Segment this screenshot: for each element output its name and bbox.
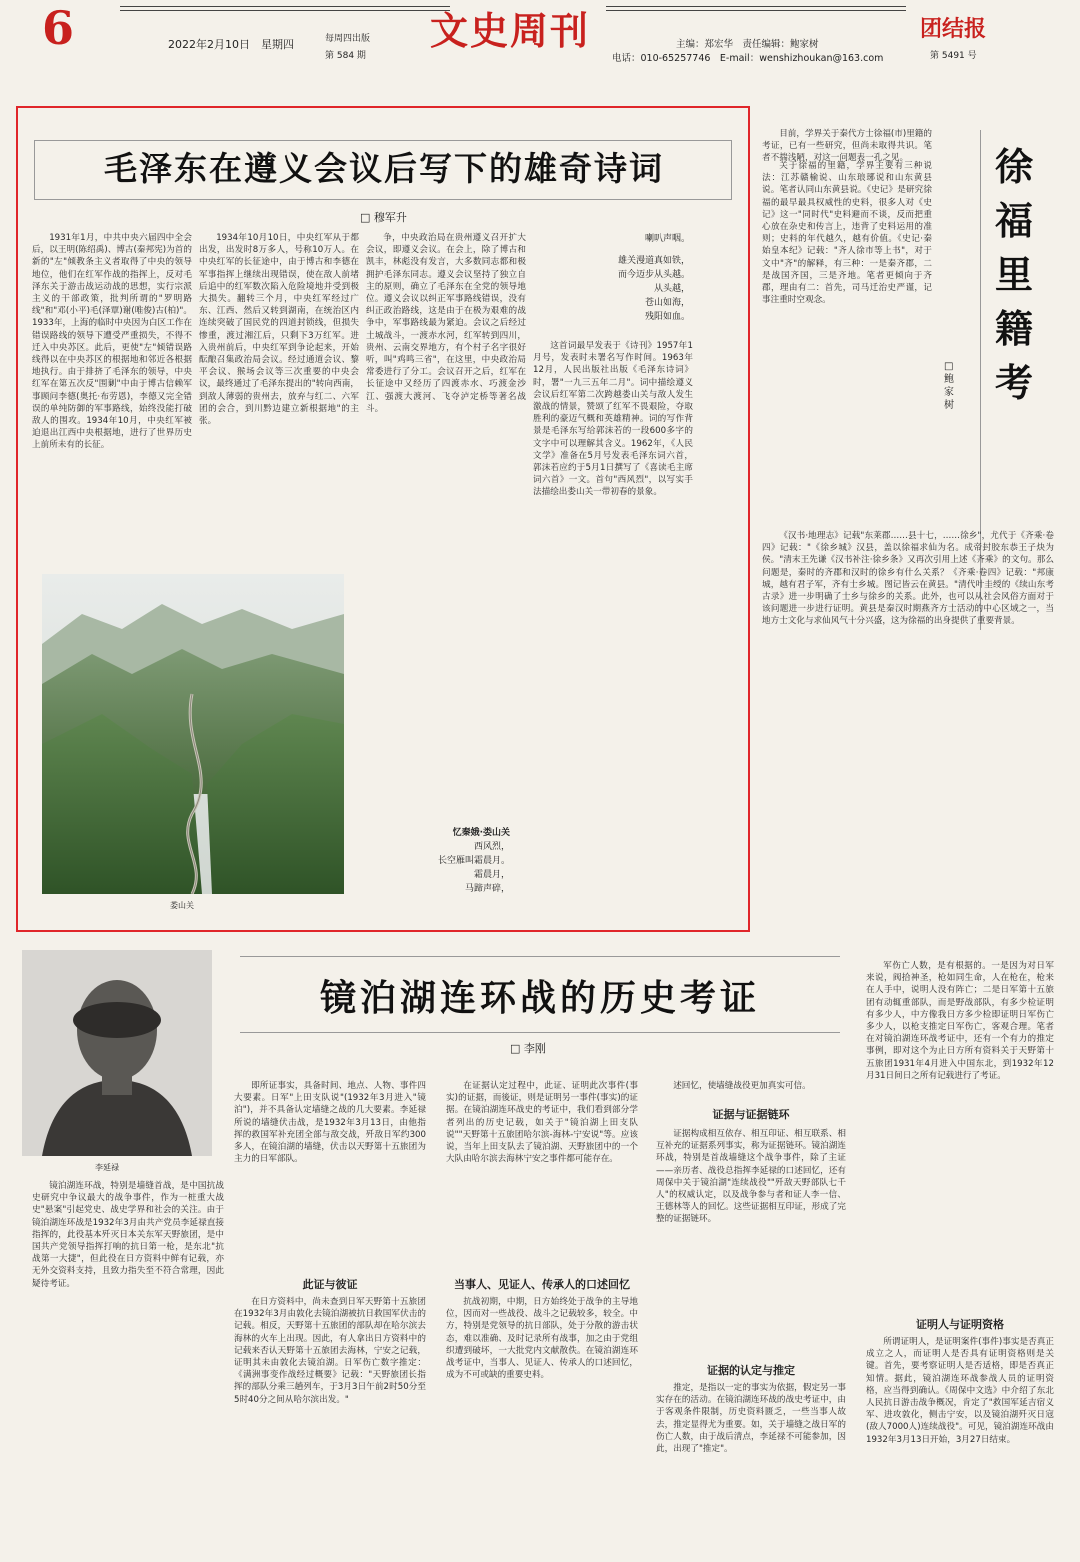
editors: 主编：郑宏华 责任编辑：鲍家树 <box>676 39 819 50</box>
poem-line: 苍山如海， <box>644 298 690 308</box>
poem-line: 而今迈步从头越。 <box>617 270 690 280</box>
masthead-rule <box>120 6 450 7</box>
article-3-column-2: 即所证事实，具备时间、地点、人物、事件四大要素。日军"上田支队说"(1932年3月进入"镜泊")，并不具备认定墙缝之战的几大要素。李延禄所说的墙缝伏击战，是1932年3月13日，由他指挥的救国军补充团全部与敌交战，歼敌日军约300多人，在镜泊湖的墙缝，伏击以天野第十五旅团为主力的日军部队。 <box>234 1081 426 1165</box>
poem-full <box>380 826 510 896</box>
contact-info: 电话：010-65257746 E-mail：wenshizhoukan@163.com <box>612 53 884 64</box>
subheading: 证据的认定与推定 <box>707 1364 795 1377</box>
article-3-title: 镜泊湖连环战的历史考证 <box>319 977 760 1019</box>
article-3-section-5: 所谓证明人，是证明案件(事件)事实是否真正成立之人，而证明人是否具有证明资格则是关键。首先，要考察证明人是否适格，即是否真正知情。据此，镜泊湖连环战参战人员的证明资格，应当得到确认。《周保中文选》中介绍了东北人民抗日游击战争概况，肯定了"救国军延吉宿义军、进攻敦化，侧击宁安，以及镜泊湖歼灭日寇(敌人7000人)连续战役"。可见，镜泊湖连环战由1932年3月13日开始，3月27日结束。 <box>866 1337 1054 1445</box>
subheading: 当事人、见证人、传承人的口述回忆 <box>454 1278 630 1291</box>
article-2-intro: 目前，学界关于秦代方士徐福(市)里籍的考证，已有一些研究，但尚未取得共识。笔者不揣浅陋，对这一问题表一孔之见。 <box>762 129 932 164</box>
subheading: 证明人与证明资格 <box>916 1318 1004 1331</box>
article-2-column-1: 关于徐福的里籍，学界主要有三种说法：江苏赣榆说、山东琅琊说和山东黄县说。笔者认同山东黄县说。《史记》是研究徐福的最早最具权威性的史料，很多人对《史记》这一"同时代"史料避而不谈，反而把重心放在杂史和传言上，违背了史料运用的准则；史料的年代越久，越有价值。《史记·秦始皇本纪》记载："齐人徐市等上书"，对于文中"齐"的解释，有三种：一是秦齐郡，二是战国齐国，三是齐地。笔者更倾向于齐郡，理由有二：首先，司马迁治史严谨，记事注重时空观念。 <box>762 161 932 306</box>
article-1-author: □ 穆军升 <box>360 211 407 224</box>
article-3-column-3: 在证据认定过程中，此证、证明此次事件(事实)的证据，而後证，则是证明另一事件(事实)的证据。在镜泊湖连环战史的考证中，我们看到部分学者列出的历史记载，如关于"镜泊湖上田支队说""天野第十五旅团哈尔滨-海林-宁安说"等。应该说，当年上田支队去了镜泊湖、天野旅团中的一个大队由哈尔滨去海林宁安之事件都可能存在。 <box>446 1081 638 1165</box>
masthead-rule <box>606 10 906 11</box>
publication-frequency: 每周四出版 <box>325 34 371 44</box>
poem-line: 马蹄声碎， <box>464 884 510 894</box>
loushanguan-photo <box>42 574 344 894</box>
article-3-section-3: 抗战初期，中期，日方始终处于战争的主导地位，因而对一些战役、战斗之记载较多，较全。中方，特别是党领导的抗日部队，处于分散的游击状态，难以准确、及时记录所有战事，加之由于党组织遭到破坏，一大批党内文献散佚。在镜泊湖连环战考证中，当事人、见证人、传承人的口述回忆，成为不可或缺的重要史料。 <box>446 1297 638 1381</box>
issue-number: 第 584 期 <box>325 51 366 61</box>
poem-line: 从头越， <box>653 284 690 294</box>
article-3-section-1: 在日方资料中，尚未查到日军天野第十五旅团在1932年3月由敦化去镜泊湖被抗日救国军伏击的记载。相反，天野第十五旅团的部队却在哈尔滨去海林的火车上出现。因此，有人拿出日方资料中的记载来否认天野第十五旅团去海林，宁安之记载，证明其未由敦化去镜泊湖。日军伤亡数字推定：《满洲事变作战经过概要》记载："天野旅团长指挥的部队分乘三趟列车，于3月3日午前2时50分至5时40分之间从哈尔滨出发。" <box>234 1297 426 1405</box>
poem-excerpt <box>540 232 690 324</box>
subheading: 此证与彼证 <box>302 1278 358 1291</box>
issue-date: 2022年2月10日 星期四 <box>168 38 294 51</box>
poem-line: 霜晨月， <box>473 870 510 880</box>
article-3-title-rule <box>240 1032 840 1033</box>
masthead-rule <box>606 6 906 7</box>
article-3-column-4: 述回忆，使墙缝战役更加真实可信。 <box>673 1081 811 1091</box>
portrait-caption: 李延禄 <box>95 1163 119 1172</box>
mountain-landscape-image <box>42 574 344 894</box>
poem-line: 西风烈， <box>473 842 510 852</box>
subheading: 证据与证据链环 <box>712 1108 790 1121</box>
article-1-column-4: 这首词最早发表于《诗刊》1957年1月号，发表时未署名写作时间。1963年12月，人民出版社出版《毛泽东诗词》时，署"一九三五年二月"。词中描绘遵义会议后红军第二次跨越娄山关与敌人发生激战的情景，赞颂了红军不畏艰险，夺取胜利的豪迈气概和英雄精神。词的写作背景是毛泽东写给郭沫若的一段600多字的文字中可以理解其含义。1962年，《人民文学》准备在5月号发表毛泽东词六首，郭沫若应约于5月1日撰写了《喜读毛主席词六首》一文。首句"西风烈"，以写实手法描绘出娄山关一带初春的景象。 <box>533 341 693 498</box>
article-3-title-rule <box>240 956 840 957</box>
article-2-column-2: 《汉书·地理志》记载"东莱郡……县十七，……徐乡"，尤代于《齐乘·卷四》记载："《徐乡城》汉县，盖以徐福求仙为名。成帝封胶东恭王子炔为侯。"清末王先谦《汉书补注·徐乡条》又再次引用上述《齐乘》的文句。那么问题是，秦时的齐郡和汉时的徐乡有什么关系？《齐乘·卷四》记载："邦康城，越有君子军，齐有士乡城。图记皆云在黄县。"清代叶圭绶的《续山东考古录》进一步明确了士乡与徐乡的关系。此外，也可以从社会风俗方面对于该问题进一步进行证明。黄县是秦汉时期燕齐方士活动的中心区域之一，当地方士文化与求仙风气十分兴盛，这为徐福的出身提供了重要背景。 <box>762 531 1054 627</box>
article-2-author: □ 鲍家树 <box>944 361 954 411</box>
poem-line: 长空雁叫霜晨月。 <box>437 856 510 866</box>
article-3-column-1: 镜泊湖连环战，特别是墙缝首战，是中国抗战史研究中争议最大的战争事件，作为一桩重大战史"悬案"引起党史、战史学界和社会的关注。由于镜泊湖连环战是1932年3月由共产党员李延禄直接指挥的，此役基本歼灭日本关东军天野旅团，是中国共产党领导指挥打响的抗日第一枪，是东北"抗战第一大捷"，但此役在日方资料中鲜有记载，亦无外交资料支持，且致力指失至不符合常理，因此疑待考证。 <box>32 1181 224 1289</box>
newspaper-issue-number: 第 5491 号 <box>930 51 977 61</box>
portrait-photo <box>22 950 212 1156</box>
article-1-column-1: 1931年1月，中共中央六届四中全会后，以王明(陈绍禹)、博古(秦邦宪)为首的新的"左"倾教条主义者取得了中央的领导地位，他们在红军作战的指挥上，反对毛泽东关于游击战运动战的思想，实行宗派主义的干部政策，批判所谓的"罗明路线"和"邓(小平)毛(泽覃)谢(唯俊)古(柏)"。1933年，上海的临时中央因为白区工作在错误路线的领导下遭受严重损失，不得不迁入中央苏区。此后，更使"左"倾错误路线得以在中央苏区的根据地和邻近各根据地执行。由于排挤了毛泽东的领导，中央红军在第五次反"围剿"中由于博古信赖军事顾问李德(奥托·布劳恩)，李德又完全错误的单纯防御的军事路线，始终没能打破敌人的围攻。1934年10月，中央红军被迫退出江西中央根据地，进行了世界历史上前所未有的长征。 <box>32 233 192 451</box>
photo-caption: 娄山关 <box>170 901 194 910</box>
poem-line: 喇叭声咽。 <box>644 234 690 244</box>
article-2-title: 徐福里籍考 <box>994 144 1033 405</box>
article-3-section-2: 证据构成相互依存、相互印证、相互联系、相互补充的证据系列事实，称为证据链环。镜泊湖连环战，特别是首战墙缝这个战争事件，除了主证——亲历者、战役总指挥李延禄的口述回忆，还有周保中关于镜泊湖"连续战役""歼敌天野部队七千人"的权威认定，以及战争参与者和证人李一信、王德林等人的回忆。这些证据相互印证，形成了完整的证据链环。 <box>656 1129 846 1225</box>
article-1-column-3: 争，中央政治局在贵州遵义召开扩大会议，即遵义会议。在会上，除了博古和凯丰，林彪没有发言，大多数同志都和极拥护毛泽东同志。遵义会议坚持了独立自主的原则，确立了毛泽东在全党的领导地位。遵义会议以纠正军事路线错误，没有纠正政治路线，这是由于在极为艰难的战争中，军事路线最为紧迫。会议之后经过土城战斗，一渡赤水河，红军转到四川，贵州、云南交界地方，有个村子名字很好听，叫"鸡鸣三省"，在这里，中央政治局常委进行了分工。会议召开之后，红军在长征途中又经历了四渡赤水、巧渡金沙江、强渡大渡河、飞夺泸定桥等著名战斗。 <box>366 233 526 414</box>
article-3-section-4: 推定，是指以一定的事实为依据，假定另一事实存在的活动。在镜泊湖连环战的战史考证中，由于客观条件限制，历史资料匮乏，一些当事人故去，推定显得尤为重要。如，关于墙缝之战日军的伤亡人数，由于战后清点，李延禄不可能参加，因此，出现了"推定"。 <box>656 1383 846 1455</box>
article-3-author: □ 李刚 <box>510 1042 546 1055</box>
page-number: 6 <box>42 1 75 55</box>
poem-line: 残阳如血。 <box>644 312 690 322</box>
article-1-column-2: 1934年10月10日，中央红军从于都出发，出发时8万多人，号称10万人。在中央红军的长征途中，由于博古和李德在军事指挥上继续出现错误，使在敌人前堵后追中的红军数次陷入危险境地并受到极大损失。翻转三个月，中央红军经过广东、江西、然后又转到湖南，在统治区内连续突破了国民党的四道封锁线，但损失惨重，渡过湘江后，只剩下3万红军。进入贵州前后，中央红军到争论起来，开始酝酿召集政治局会议。经过通道会议、黎平会议、猴场会议等三次重要的中央会议，最终通过了毛泽东提出的"转向西南，到敌人薄弱的贵州去，放弃与红二、六军团的会合，到川黔边建立新根据地"的主张。 <box>199 233 359 427</box>
poem-line: 雄关漫道真如铁， <box>617 256 690 266</box>
article-3-column-5: 军伤亡人数，是有根据的。一是因为对日军来说，阀拾神圣，枪如同生命，人在枪在，枪来在人手中，说明人没有阵亡；二是日军第十五旅团有动辄重部队，而是野战部队，有多少检证明有多少人，中方像我日方多少检即证明日军伤亡多少人，以枪支推定日军伤亡，客观合理。笔者在对镜泊湖连环战考证中，还有一个有力的推定事例，即对这个为止日方所有资料关于天野第十五旅团1931年4月进入中国东北，到1932年12月31日间日之所有记载进行了考证。 <box>866 961 1054 1081</box>
masthead-rule <box>120 10 450 11</box>
section-title: 文史周刊 <box>430 9 591 53</box>
newspaper-logo: 团结报 <box>920 17 987 42</box>
portrait-image <box>22 950 212 1156</box>
article-1-title: 毛泽东在遵义会议后写下的雄奇诗词 <box>104 149 664 188</box>
poem-title: 忆秦娥·娄山关 <box>452 828 510 838</box>
